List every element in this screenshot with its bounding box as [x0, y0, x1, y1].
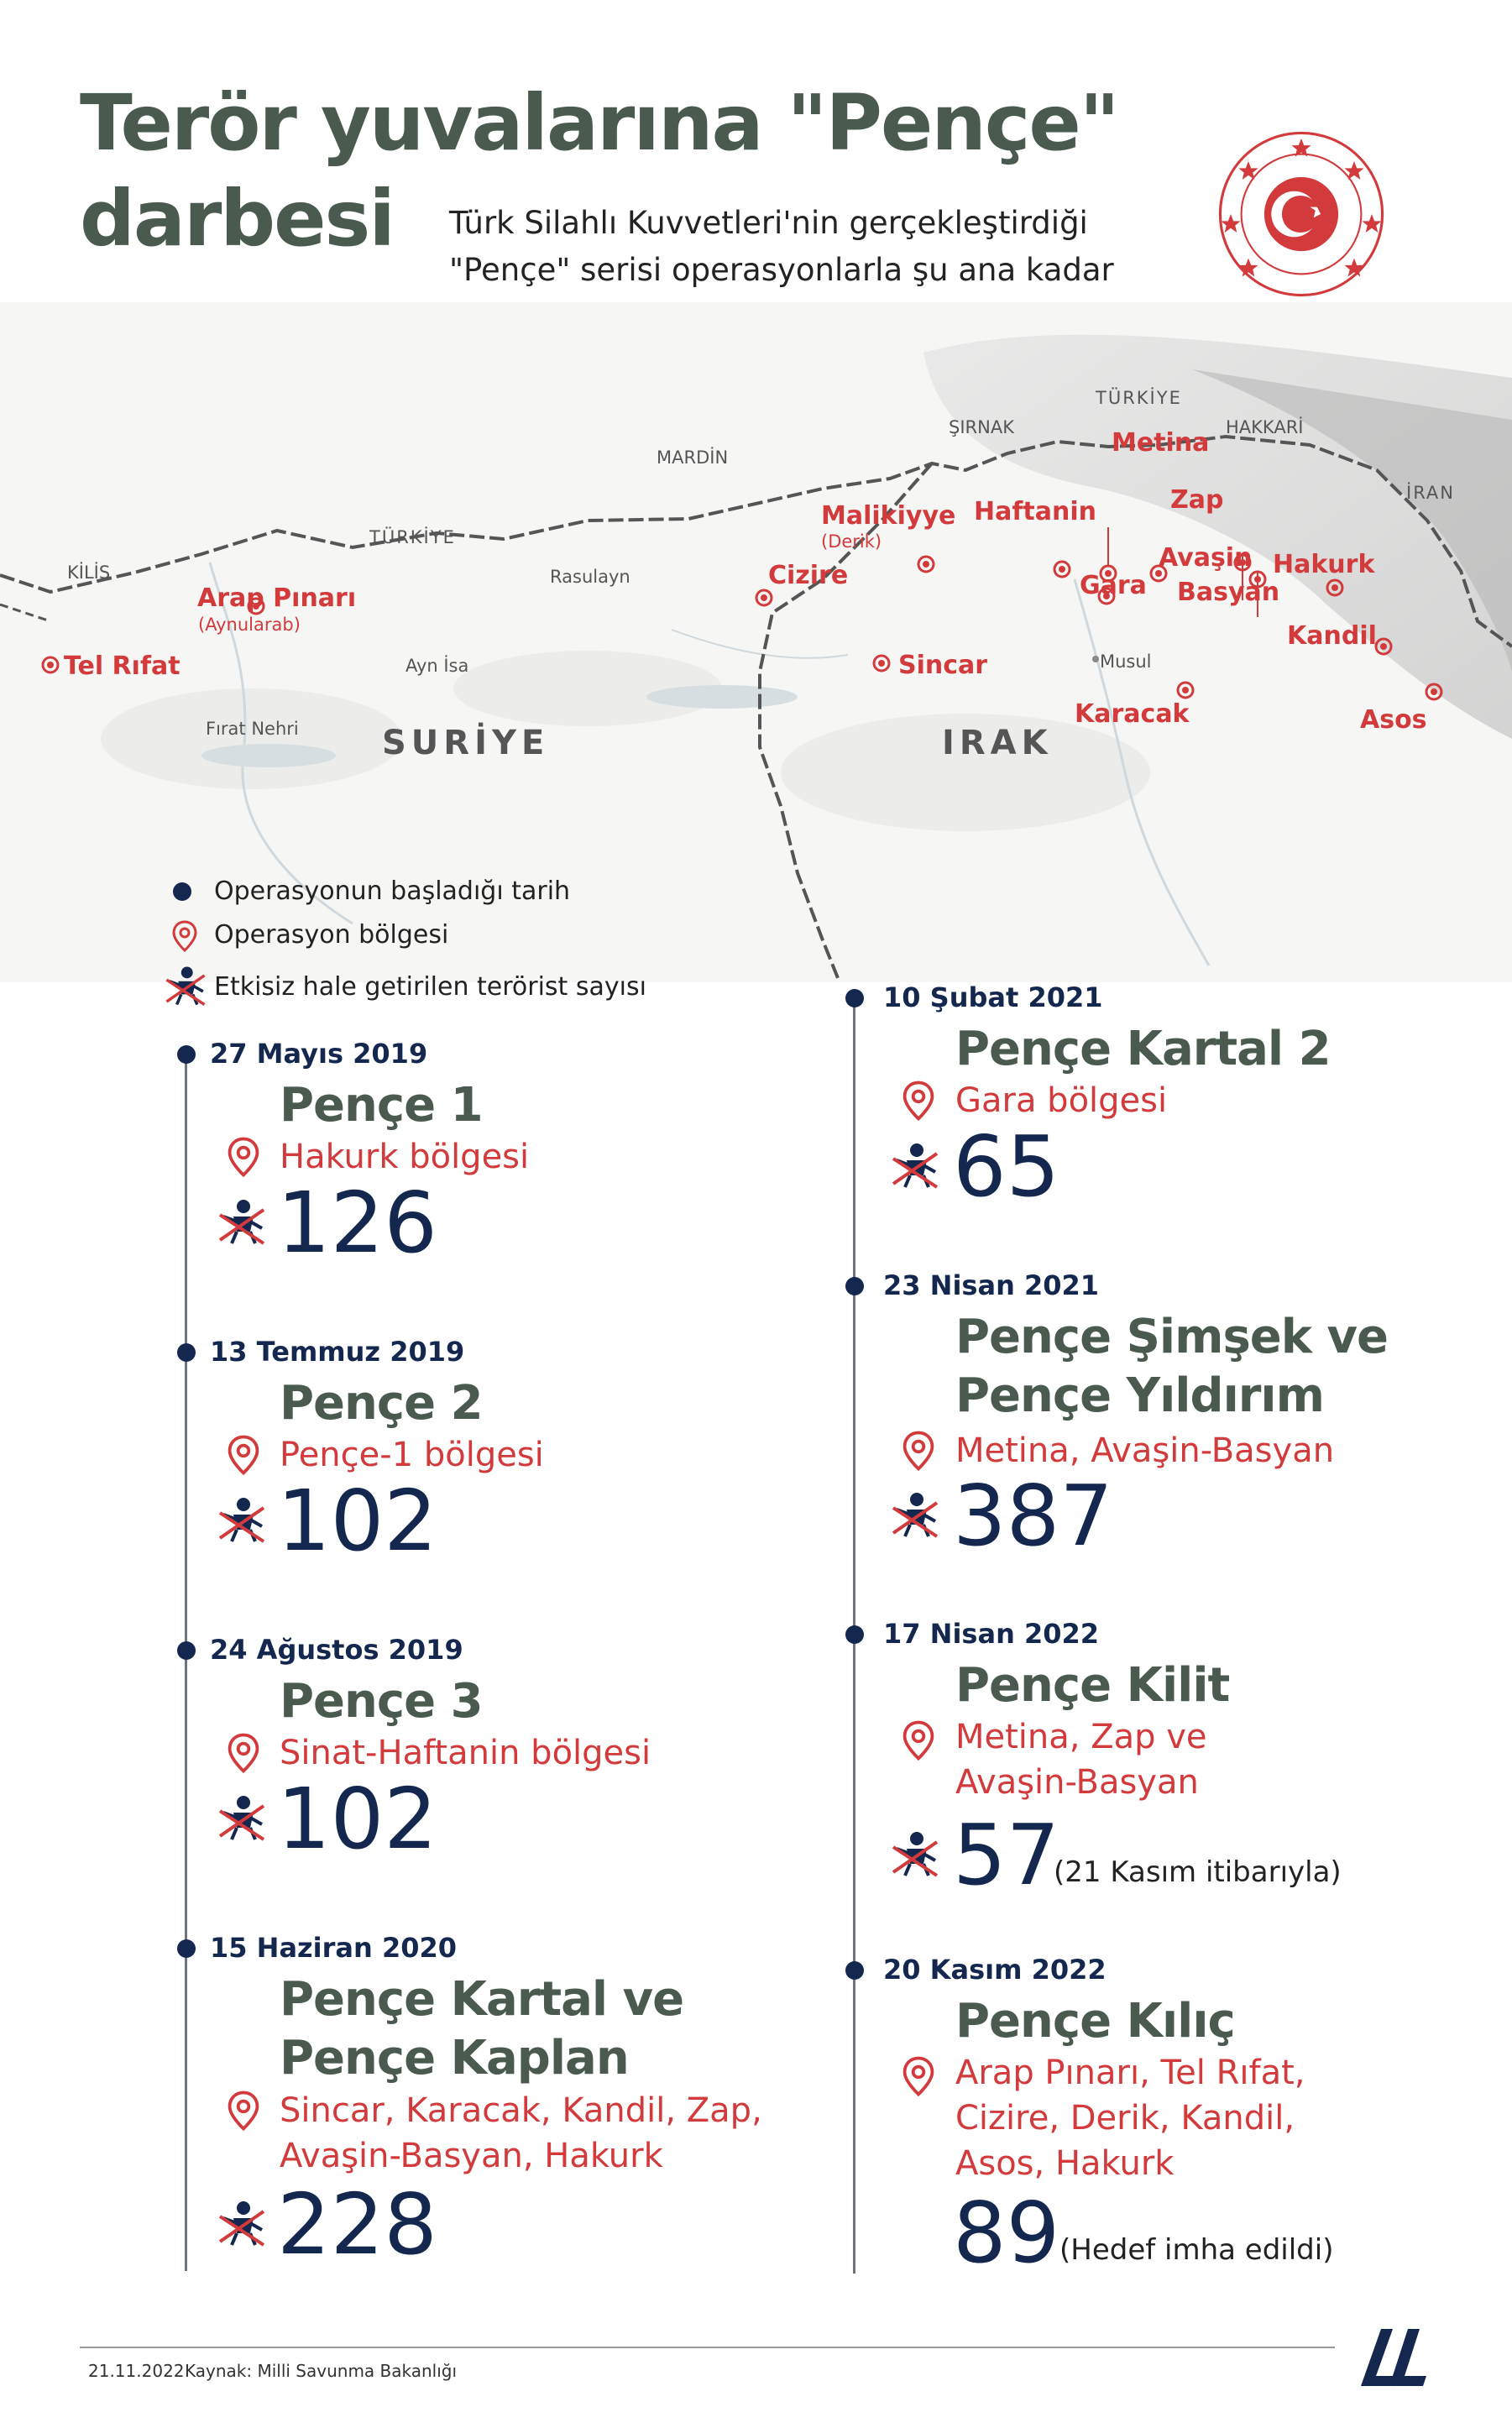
map-op-malikiyye: Malikiyye — [821, 501, 956, 531]
timeline-dot — [845, 1961, 864, 1980]
footer-divider — [80, 2347, 1335, 2348]
operation-region-line-1: Gara bölgesi — [955, 1081, 1168, 1120]
operation-date: 27 Mayıs 2019 — [210, 1038, 428, 1070]
neutralized-fighter-icon — [217, 1196, 267, 1247]
map-label-iraq: IRAK — [942, 724, 1053, 762]
aa-logo-text: AA — [1394, 2389, 1395, 2390]
neutralized-count: 387 — [953, 1467, 1113, 1565]
operation-name-line-1: Pençe 1 — [280, 1078, 483, 1133]
operation-name — [280, 1970, 683, 2088]
operation-name-line-1: Pençe 2 — [280, 1376, 483, 1431]
operation-region — [955, 1714, 1207, 1805]
operation-name-line-1: Pençe Kartal ve — [280, 1972, 684, 2027]
operation-name — [280, 1672, 483, 1731]
map-op-haftanin: Haftanin — [974, 497, 1096, 526]
operation-date: 10 Şubat 2021 — [883, 981, 1103, 1013]
operation-region — [280, 1730, 651, 1776]
operation-name-line-1: Pençe Şimşek ve — [955, 1310, 1388, 1364]
location-pin-icon — [902, 1081, 935, 1121]
operation-date: 23 Nisan 2021 — [883, 1269, 1100, 1301]
operation-region — [280, 1134, 529, 1180]
timeline-dot — [845, 1625, 864, 1644]
operation-region-line-1: Sincar, Karacak, Kandil, Zap, — [280, 2091, 762, 2130]
timeline-left-line — [185, 1054, 187, 2271]
map-op-arap-pinari: Arap Pınarı — [197, 583, 357, 613]
map-label-ayn-isa: Ayn İsa — [405, 656, 469, 676]
operation-date: 15 Haziran 2020 — [210, 1932, 457, 1964]
timeline-dot — [177, 1045, 196, 1064]
map-op-avasin: Avaşin — [1159, 543, 1253, 573]
map-op-sincar: Sincar — [898, 651, 988, 680]
map-op-cizire: Cizire — [768, 561, 849, 590]
map-op-metina: Metina — [1112, 428, 1210, 458]
neutralized-fighter-icon — [890, 1140, 940, 1190]
operation-date: 24 Ağustos 2019 — [210, 1634, 463, 1666]
operation-region — [280, 1432, 544, 1478]
location-pin-icon — [902, 1431, 935, 1471]
footer-date: 21.11.2022 — [88, 2361, 185, 2381]
map-label-kilis: KİLİS — [67, 563, 111, 583]
map-op-asos: Asos — [1360, 705, 1427, 735]
map-label-rasulayn: Rasulayn — [550, 567, 630, 587]
map-op-basyan: Basyan — [1177, 578, 1280, 607]
map-op-gara: Gara — [1080, 571, 1147, 600]
neutralized-count: 57 — [953, 1806, 1060, 1904]
location-pin-icon — [902, 1720, 935, 1761]
neutralized-fighter-icon — [890, 1489, 940, 1540]
map-op-hakurk: Hakurk — [1273, 550, 1375, 579]
timeline-dot — [845, 1277, 864, 1295]
operation-region-line-1: Hakurk bölgesi — [280, 1138, 530, 1176]
operation-name-line-1: Pençe Kılıç — [955, 1994, 1235, 2049]
operation-region-line-1: Sinat-Haftanin bölgesi — [280, 1734, 651, 1772]
operation-name — [955, 1308, 1388, 1426]
legend-neutralized-label: Etkisiz hale getirilen terörist sayısı — [214, 972, 646, 1002]
operation-name — [955, 1656, 1229, 1715]
count-note: (21 Kasım itibarıyla) — [1054, 1855, 1342, 1889]
operation-date: 20 Kasım 2022 — [883, 1954, 1107, 1986]
operation-name — [280, 1374, 483, 1433]
map-label-musul: Musul — [1100, 651, 1152, 672]
operation-name-line-2: Pençe Kaplan — [280, 2031, 629, 2085]
legend-date-label: Operasyonun başladığı tarih — [214, 876, 571, 906]
operation-date: 13 Temmuz 2019 — [210, 1336, 465, 1368]
map-label-mardin: MARDİN — [657, 447, 729, 468]
map-op-kandil: Kandil — [1287, 621, 1377, 651]
operation-region-line-2: Avaşin-Basyan, Hakurk — [280, 2137, 663, 2175]
operation-date: 17 Nisan 2022 — [883, 1618, 1100, 1650]
map-label-iran: İRAN — [1406, 483, 1456, 503]
map-label-firat: Fırat Nehri — [206, 719, 299, 739]
map-label-hakkari: HAKKARİ — [1226, 417, 1304, 437]
subtitle-line-1: Türk Silahlı Kuvvetleri'nin gerçekleştirdiği — [449, 205, 1088, 241]
operation-region-line-1: Arap Pınarı, Tel Rıfat, — [955, 2054, 1305, 2092]
operation-name-line-2: Pençe Yıldırım — [955, 1368, 1324, 1423]
neutralized-count: 102 — [277, 1770, 437, 1868]
neutralized-count: 65 — [953, 1117, 1060, 1216]
count-note: (Hedef imha edildi) — [1059, 2233, 1334, 2267]
operation-name — [955, 1992, 1235, 2051]
operation-region-line-1: Metina, Avaşin-Basyan — [955, 1431, 1335, 1470]
location-pin-icon — [227, 1733, 260, 1773]
ministry-of-defence-emblem-icon — [1213, 126, 1389, 302]
operation-region — [280, 2088, 762, 2179]
operation-name — [280, 1076, 483, 1135]
operation-region-line-2: Avaşin-Basyan — [955, 1763, 1199, 1802]
location-pin-icon — [227, 1435, 260, 1475]
operation-name — [955, 1020, 1331, 1079]
footer-source: Kaynak: Milli Savunma Bakanlığı — [185, 2361, 458, 2381]
operation-region-line-3: Asos, Hakurk — [955, 2144, 1175, 2183]
operation-name-line-1: Pençe Kartal 2 — [955, 1022, 1331, 1076]
map-op-tel-rifat: Tel Rıfat — [64, 651, 180, 681]
aa-logo-icon — [1356, 2324, 1431, 2391]
dot-icon — [172, 882, 192, 902]
neutralized-count: 126 — [277, 1174, 437, 1272]
map-op-karacak: Karacak — [1075, 699, 1190, 729]
timeline-dot — [177, 1939, 196, 1958]
map-label-turkey-right: TÜRKİYE — [1096, 388, 1182, 408]
neutralized-fighter-icon — [217, 1792, 267, 1843]
neutralized-count: 102 — [277, 1472, 437, 1570]
neutralized-fighter-icon — [217, 2198, 267, 2248]
location-pin-icon — [902, 2056, 935, 2096]
map-op-malikiyye-sub: (Derik) — [821, 531, 882, 552]
map-op-arap-pinari-sub: (Aynularab) — [198, 615, 301, 635]
map-label-turkey-left: TÜRKİYE — [369, 527, 456, 547]
title-line-2: darbesi — [80, 174, 394, 264]
map-op-zap: Zap — [1170, 485, 1224, 515]
timeline-dot — [177, 1641, 196, 1660]
legend-region-label: Operasyon bölgesi — [214, 920, 449, 950]
map-label-syria: SURİYE — [382, 724, 550, 762]
neutralized-fighter-icon — [164, 964, 207, 1007]
neutralized-fighter-icon — [890, 1829, 940, 1879]
location-pin-icon — [172, 920, 197, 952]
map-label-sirnak: ŞIRNAK — [949, 417, 1014, 437]
operation-region-line-1: Metina, Zap ve — [955, 1718, 1207, 1756]
operation-region-line-2: Cizire, Derik, Kandil, — [955, 2099, 1295, 2138]
operation-name-line-1: Pençe Kilit — [955, 1658, 1230, 1713]
subtitle-line-2: "Pençe" serisi operasyonlarla şu ana kadar — [449, 252, 1114, 288]
neutralized-count: 89 — [953, 2184, 1060, 2282]
timeline-dot — [845, 989, 864, 1007]
neutralized-count: 228 — [277, 2175, 437, 2274]
location-pin-icon — [227, 2090, 260, 2131]
operation-region — [955, 2050, 1305, 2186]
timeline-dot — [177, 1343, 196, 1362]
operation-region-line-1: Pençe-1 bölgesi — [280, 1436, 544, 1474]
operation-region — [955, 1078, 1167, 1123]
title-line-1: Terör yuvalarına "Pençe" — [80, 78, 1118, 168]
neutralized-fighter-icon — [217, 1494, 267, 1545]
operation-name-line-1: Pençe 3 — [280, 1674, 483, 1729]
location-pin-icon — [227, 1137, 260, 1177]
